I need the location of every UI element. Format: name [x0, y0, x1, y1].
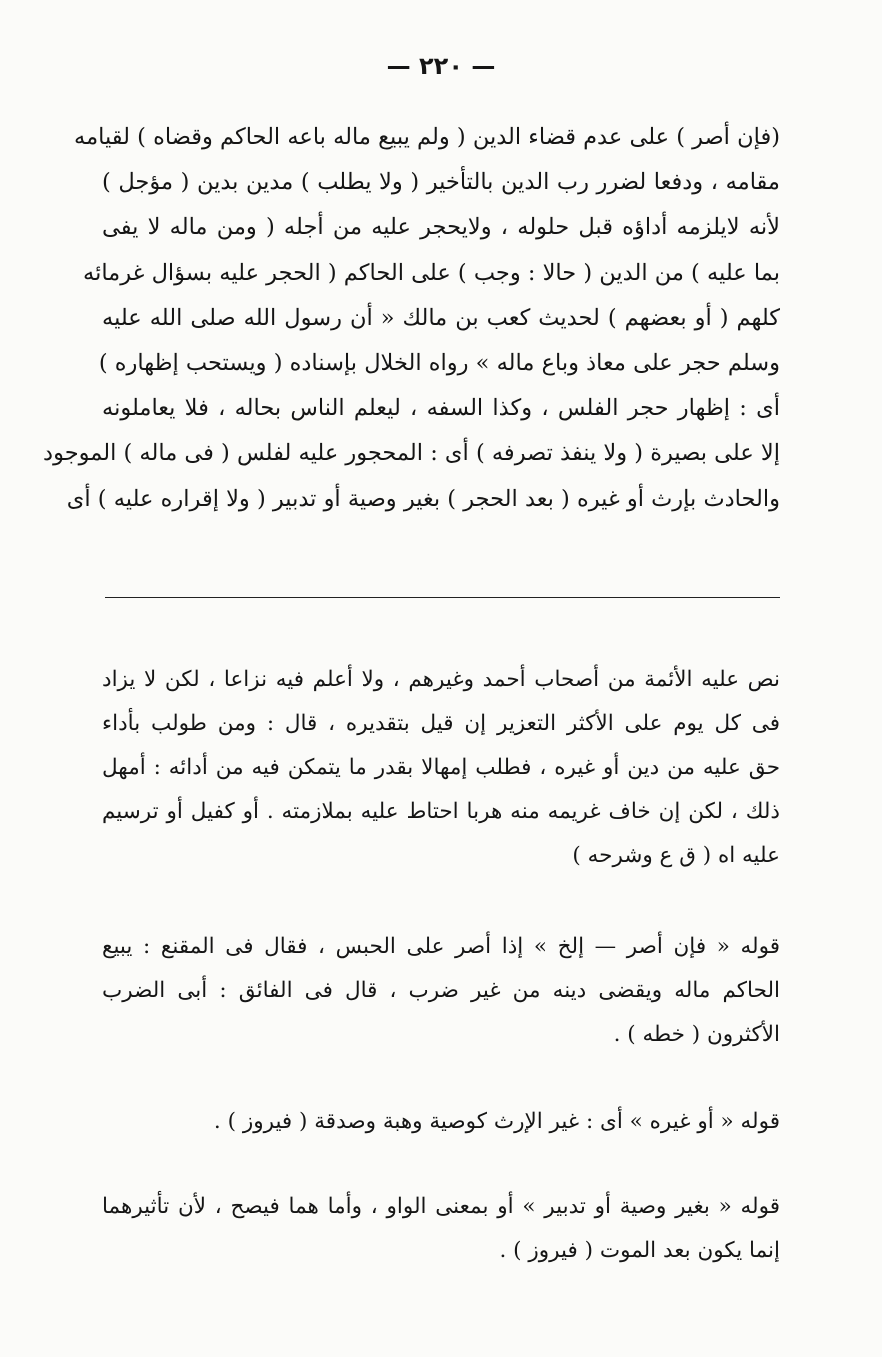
commentary-line: الحاكم ماله ويقضى دينه من غير ضرب ، قال فى الفائق : أبى الضرب: [102, 978, 780, 1003]
commentary-paragraph: [102, 658, 780, 878]
main-text-line: بما عليه ) من الدين ( حالا : وجب ) على الحاكم ( الحجر عليه بسؤال غرمائه: [83, 259, 780, 286]
main-text-line: إلا على بصيرة ( ولا ينفذ تصرفه ) أى : المحجور عليه لفلس ( فى ماله ) الموجود: [43, 440, 780, 467]
page-number: — ٢٢٠ —: [386, 52, 496, 80]
commentary-paragraph: [102, 1185, 780, 1273]
footnote-divider: [105, 597, 780, 598]
main-text-line: لأنه لايلزمه أداؤه قبل حلوله ، ولايحجر عليه من أجله ( ومن ماله لا يفى: [102, 214, 780, 241]
main-text-line: مقامه ، ودفعا لضرر رب الدين بالتأخير ( ولا يطلب ) مدين بدين ( مؤجل ): [102, 169, 780, 196]
main-text-line: أى : إظهار حجر الفلس ، وكذا السفه ، ليعلم الناس بحاله ، فلا يعاملونه: [102, 395, 780, 422]
commentary-line: قوله « أو غيره » أى : غير الإرث كوصية وهبة وصدقة ( فيروز ) .: [213, 1109, 780, 1134]
commentary-line: عليه اه ( ق ع وشرحه ): [572, 843, 780, 868]
commentary-paragraph: [102, 1100, 780, 1144]
commentary-line: نص عليه الأئمة من أصحاب أحمد وغيرهم ، ولا أعلم فيه نزاعا ، لكن لا يزاد: [102, 667, 780, 692]
main-text-line: والحادث بإرث أو غيره ( بعد الحجر ) بغير وصية أو تدبير ( ولا إقراره عليه ) أى: [66, 485, 780, 512]
commentary-paragraph: [102, 925, 780, 1057]
commentary-line: الأكثرون ( خطه ) .: [613, 1022, 780, 1047]
commentary-line: ذلك ، لكن إن خاف غريمه منه هربا احتاط عليه بملازمته . أو كفيل أو ترسيم: [102, 799, 780, 824]
main-text-line: وسلم حجر على معاذ وباع ماله » رواه الخلال بإسناده ( ويستحب إظهاره ): [98, 350, 780, 377]
commentary-line: إنما يكون بعد الموت ( فيروز ) .: [499, 1238, 780, 1263]
main-text-line: (فإن أصر ) على عدم قضاء الدين ( ولم يبيع ماله باعه الحاكم وقضاه ) لقيامه: [74, 124, 780, 150]
commentary-line: حق عليه من دين أو غيره ، فطلب إمهالا بقدر ما يتمكن فيه من أدائه : أمهل: [102, 755, 780, 780]
commentary-line: قوله « بغير وصية أو تدبير » أو بمعنى الواو ، وأما هما فيصح ، لأن تأثيرهما: [102, 1194, 780, 1219]
commentary-line: فى كل يوم على الأكثر التعزير إن قيل بتقديره ، قال : ومن طولب بأداء: [102, 711, 780, 736]
main-text: [43, 115, 780, 522]
commentary-line: قوله « فإن أصر — إلخ » إذا أصر على الحبس ، فقال فى المقنع : يبيع: [102, 934, 780, 959]
main-text-line: كلهم ( أو بعضهم ) لحديث كعب بن مالك « أن رسول الله صلى الله عليه: [102, 304, 780, 331]
